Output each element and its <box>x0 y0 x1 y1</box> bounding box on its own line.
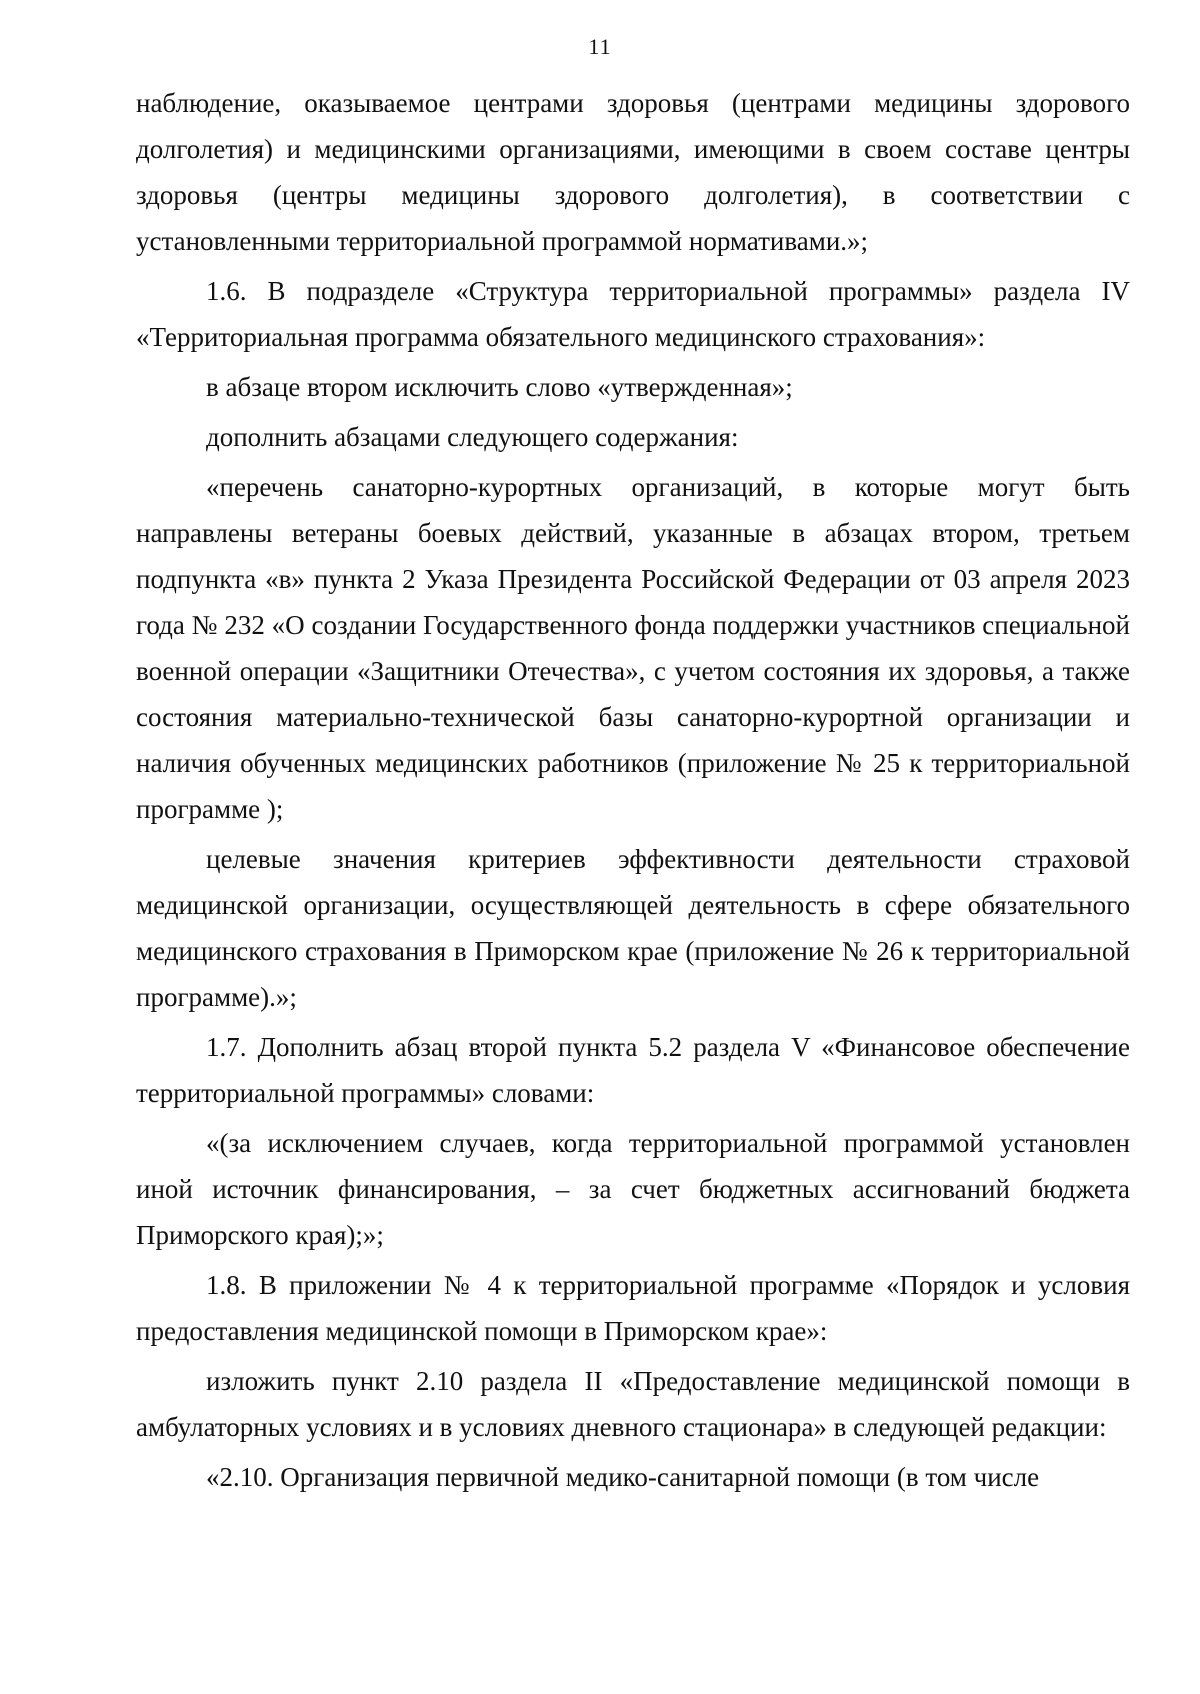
paragraph-point-2-10: изложить пункт 2.10 раздела II «Предоставление медицинской помощи в амбулаторных условиях и в условиях дневного стационара» в следующей редакции: <box>136 1366 1130 1442</box>
document-body <box>136 80 1130 1504</box>
paragraph-item-1-6: 1.6. В подразделе «Структура территориальной программы» раздела IV «Территориальная программа обязательного медицинского страхования»: <box>136 276 1130 352</box>
paragraph-sanatorium-list: «перечень санаторно-курортных организаций, в которые могут быть направлены ветераны боевых действий, указанные в абзацах втором, третьем подпункта «в» пункта 2 Указа Президента Российской Федерации от 03 апреля 2023 года № 232 «О создании Государственного фонда поддержки участников специальной военной операции «Защитники Отечества», с учетом состояния их здоровья, а также состояния материально-технической базы санаторно-курортной организации и наличия обученных медицинских работников (приложение № 25 к территориальной программе ); <box>136 472 1130 824</box>
paragraph-funding-exception: «(за исключением случаев, когда территориальной программой установлен иной источник финансирования, – за счет бюджетных ассигнований бюджета Приморского края);»; <box>136 1128 1130 1250</box>
paragraph-item-1-8: 1.8. В приложении № 4 к территориальной программе «Порядок и условия предоставления медицинской помощи в Приморском крае»: <box>136 1270 1130 1346</box>
paragraph-exclude-word: в абзаце втором исключить слово «утвержденная»; <box>206 372 793 402</box>
paragraph-add-intro: дополнить абзацами следующего содержания: <box>206 422 739 452</box>
paragraph-2-10-start: «2.10. Организация первичной медико-санитарной помощи (в том числе <box>206 1462 1040 1492</box>
paragraph-item-1-7: 1.7. Дополнить абзац второй пункта 5.2 раздела V «Финансовое обеспечение территориальной программы» словами: <box>136 1032 1130 1108</box>
paragraph-continuation: наблюдение, оказываемое центрами здоровья (центрами медицины здорового долголетия) и медицинскими организациями, имеющими в своем составе центры здоровья (центры медицины здорового долголетия), в соответствии с установленными территориальной программой нормативами.»; <box>136 88 1130 256</box>
paragraph-target-values: целевые значения критериев эффективности деятельности страховой медицинской организации, осуществляющей деятельность в сфере обязательного медицинского страхования в Приморском крае (приложение № 26 к территориальной программе).»; <box>136 844 1130 1012</box>
page-number: 11 <box>588 34 612 59</box>
